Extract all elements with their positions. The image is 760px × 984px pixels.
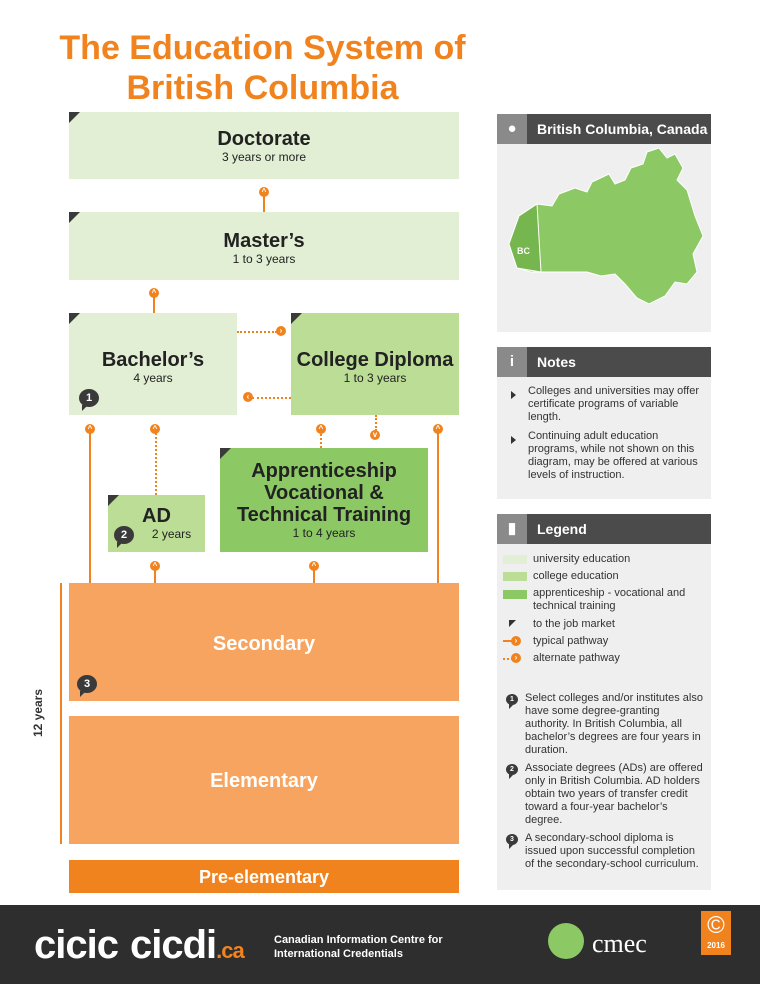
pre-elementary-box: Pre-elementary (69, 860, 459, 893)
legend-item: typical pathway (533, 635, 609, 647)
job-market-icon (509, 620, 516, 627)
footnote-text: Associate degrees (ADs) are offered only in British Columbia. AD holders obtain two years of transfer credit toward a four-year bachelor’s degree. (525, 762, 703, 826)
masters-box: Master’s 1 to 3 years (69, 212, 459, 280)
up-arrow-icon: ^ (149, 288, 159, 298)
legend-item: to the job market (533, 618, 615, 630)
bc-label: BC (517, 246, 530, 256)
footnote-text: A secondary-school diploma is issued upon successful completion of the secondary-school curriculum. (525, 832, 699, 870)
alternate-pathway-line (155, 430, 157, 495)
legend-item: apprenticeship - vocational and technical training (533, 587, 686, 612)
page-title: The Education System of British Columbia (59, 29, 466, 107)
legend-item: alternate pathway (533, 652, 620, 664)
job-market-marker (69, 112, 80, 123)
job-market-marker (220, 448, 231, 459)
up-arrow-icon: ^ (433, 424, 443, 434)
job-market-marker (291, 313, 302, 324)
cmec-logo-icon (548, 923, 584, 959)
footnote-bubble: 1 (506, 694, 518, 705)
bullet-icon (511, 391, 516, 399)
legend-panel-header: ▮ Legend (497, 514, 711, 544)
note-item: Colleges and universities may offer certificate programs of variable length. (528, 385, 699, 423)
footnote-text: Select colleges and/or institutes also have some degree-granting authority. In British Columbia, all bachelor’s degrees are four years in duration. (525, 692, 703, 756)
cicic-logo[interactable]: cicic cicdi.ca (34, 923, 244, 967)
down-arrow-icon: v (370, 430, 380, 440)
up-arrow-icon: ^ (309, 561, 319, 571)
bachelors-box: Bachelor’s 4 years 1 (69, 313, 237, 415)
map-panel-header: ● British Columbia, Canada (497, 114, 711, 144)
up-arrow-icon: ^ (316, 424, 326, 434)
map-pin-icon: ● (497, 114, 527, 144)
apprenticeship-swatch (503, 590, 527, 599)
up-arrow-icon: ^ (259, 187, 269, 197)
notes-panel (497, 347, 711, 499)
legend-item: university education (533, 553, 631, 565)
footnote-bubble: 3 (506, 834, 518, 845)
university-swatch (503, 555, 527, 564)
alternate-arrow-icon: › (511, 653, 521, 663)
years-bracket (60, 583, 62, 844)
typical-arrow-icon: › (511, 636, 521, 646)
college-diploma-box: College Diploma 1 to 3 years (291, 313, 459, 415)
right-arrow-icon: › (276, 326, 286, 336)
alternate-pathway-line (237, 331, 277, 333)
copyright-badge: © 2016 (701, 911, 731, 955)
notes-panel-header: i Notes (497, 347, 711, 377)
apprenticeship-box: Apprenticeship Vocational & Technical Training 1 to 4 years (220, 448, 428, 552)
legend-item: college education (533, 570, 619, 582)
up-arrow-icon: ^ (150, 561, 160, 571)
footnote-bubble-2: 2 (114, 526, 134, 544)
footnote-bubble: 2 (506, 764, 518, 775)
legend-panel (497, 514, 711, 890)
college-swatch (503, 572, 527, 581)
job-market-marker (69, 313, 80, 324)
copyright-icon: © (707, 912, 725, 939)
pathway-line (89, 430, 91, 583)
footnote-bubble-3: 3 (77, 675, 97, 693)
alternate-pathway-line (375, 415, 377, 431)
bookmark-icon: ▮ (497, 514, 527, 544)
cmec-logo[interactable]: cmec (592, 929, 647, 958)
pathway-line (437, 430, 439, 583)
bullet-icon (511, 436, 516, 444)
job-market-marker (108, 495, 119, 506)
canada-map (497, 144, 711, 332)
footer (0, 905, 760, 984)
up-arrow-icon: ^ (150, 424, 160, 434)
years-label: 12 years (31, 688, 45, 738)
elementary-box: Elementary (69, 716, 459, 844)
alternate-pathway-line (252, 397, 291, 399)
map-panel (497, 114, 711, 332)
ad-box: AD 2 years 2 (108, 495, 205, 552)
up-arrow-icon: ^ (85, 424, 95, 434)
org-name: Canadian Information Centre for International Credentials (274, 934, 443, 960)
job-market-marker (69, 212, 80, 223)
left-arrow-icon: ‹ (243, 392, 253, 402)
note-item: Continuing adult education programs, while not shown on this diagram, may be offered at various levels of instruction. (528, 430, 698, 481)
info-icon: i (497, 347, 527, 377)
secondary-box: Secondary 3 (69, 583, 459, 701)
doctorate-box: Doctorate 3 years or more (69, 112, 459, 179)
footnote-bubble-1: 1 (79, 389, 99, 407)
